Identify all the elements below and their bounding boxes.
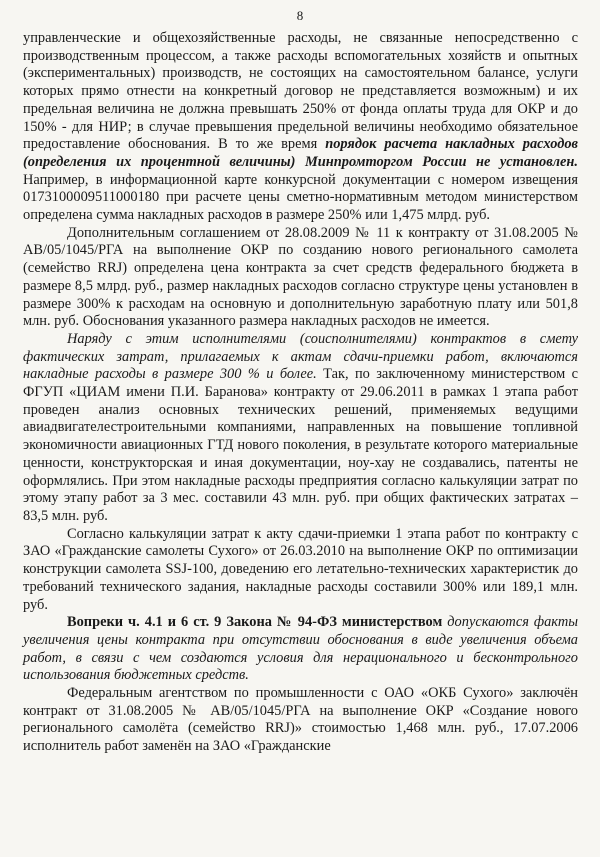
paragraph-6: Федеральным агентством по промышленности с ОАО «ОКБ Сухого» заключён контракт от 31.08.2005 № АВ/05/1045/РГА на выполнение ОКР «Создание нового регионального самолёта (семейство RRJ)» стоимостью 1,468 млн. руб., 17.07.2006 исполнитель работ заменён на ЗАО «Гражданские xyxy=(23,685,578,755)
page-number: 8 xyxy=(296,8,304,23)
paragraph-1-text-a: управленческие и общехозяйственные расходы, не связанные непосредственно с производственным процессом, а также расходы вспомогательных хозяйств и опытных (экспериментальных) производств, не состоящих на самостоятельном балансе, услуги которых прямо отнести на конкретный договор не представляется возможным) и их предельная величина не должна превышать 250% от фонда оплаты труда для ОКР и до 150% - для НИР; в случае превышения предельной величины необходимо обязательное предоставление обоснования. В то же время xyxy=(23,30,578,153)
paragraph-3-italic: Наряду с этим исполнителями (соисполнителями) контрактов в смету фактических затрат, прилагаемых к актам сдачи-приемки работ, включаются накладные расходы в размере 300 % и более. xyxy=(23,330,578,383)
paragraph-5 xyxy=(23,614,578,685)
paragraph-5-bold: Вопреки ч. 4.1 и 6 ст. 9 Закона № 94-ФЗ министерством xyxy=(67,614,443,631)
paragraph-2: Дополнительным соглашением от 28.08.2009 № 11 к контракту от 31.08.2005 № АВ/05/1045/РГА на выполнение ОКР по созданию нового регионального самолета (семейство RRJ) определена цена контракта за счет средств федерального бюджета в размере 8,5 млрд. руб., размер накладных расходов согласно структуре цены установлен в размере 300% к расходам на основную и дополнительную заработную плату или 501,8 млн. руб. Обоснования указанного размера накладных расходов не имеется. xyxy=(23,224,578,330)
paragraph-3 xyxy=(23,331,578,526)
paragraph-3-text: Так, по заключенному министерством с ФГУП «ЦИАМ имени П.И. Баранова» контракту от 29.06.2011 в рамках 1 этапа работ проведен анализ основных технических решений, применяемых ведущими авиадвигателестроительными компаниями, направленных на повышение топливной экономичности авиационных ГТД нового поколения, в результате которого материальные ценности, конструкторская и иная документации, ноу-хау не создавались, патенты не оформлялись. При этом накладные расходы предприятия согласно калькуляции затрат по этому этапу работ за 3 мес. составили 43 млн. руб. при общих фактических затратах – 83,5 млн. руб. xyxy=(23,366,579,524)
document-body xyxy=(23,30,578,756)
paragraph-1-text-c: Например, в информационной карте конкурсной документации с номером извещения 0173100009511000180 при расчете цены сметно-нормативным методом министерством определена сумма накладных расходов в размере 250% или 1,475 млрд. руб. xyxy=(23,171,578,224)
paragraph-5-italic: допускаются факты увеличения цены контракта при отсутствии обоснования в виде увеличения объема работ, в связи с чем создаются условия для нерационального и бесконтрольного использования бюджетных средств. xyxy=(23,614,578,684)
paragraph-1-emphasis: порядок расчета накладных расходов (определения их процентной величины) Минпромторгом России не установлен. xyxy=(23,136,578,170)
paragraph-1 xyxy=(23,30,578,225)
paragraph-4: Согласно калькуляции затрат к акту сдачи-приемки 1 этапа работ по контракту с ЗАО «Гражданские самолеты Сухого» от 26.03.2010 на выполнение ОКР по оптимизации конструкции самолета SSJ-100, доведению его летательно-технических характеристик до требований технического задания, накладные расходы составили 300% или 189,1 млн. руб. xyxy=(23,525,578,613)
